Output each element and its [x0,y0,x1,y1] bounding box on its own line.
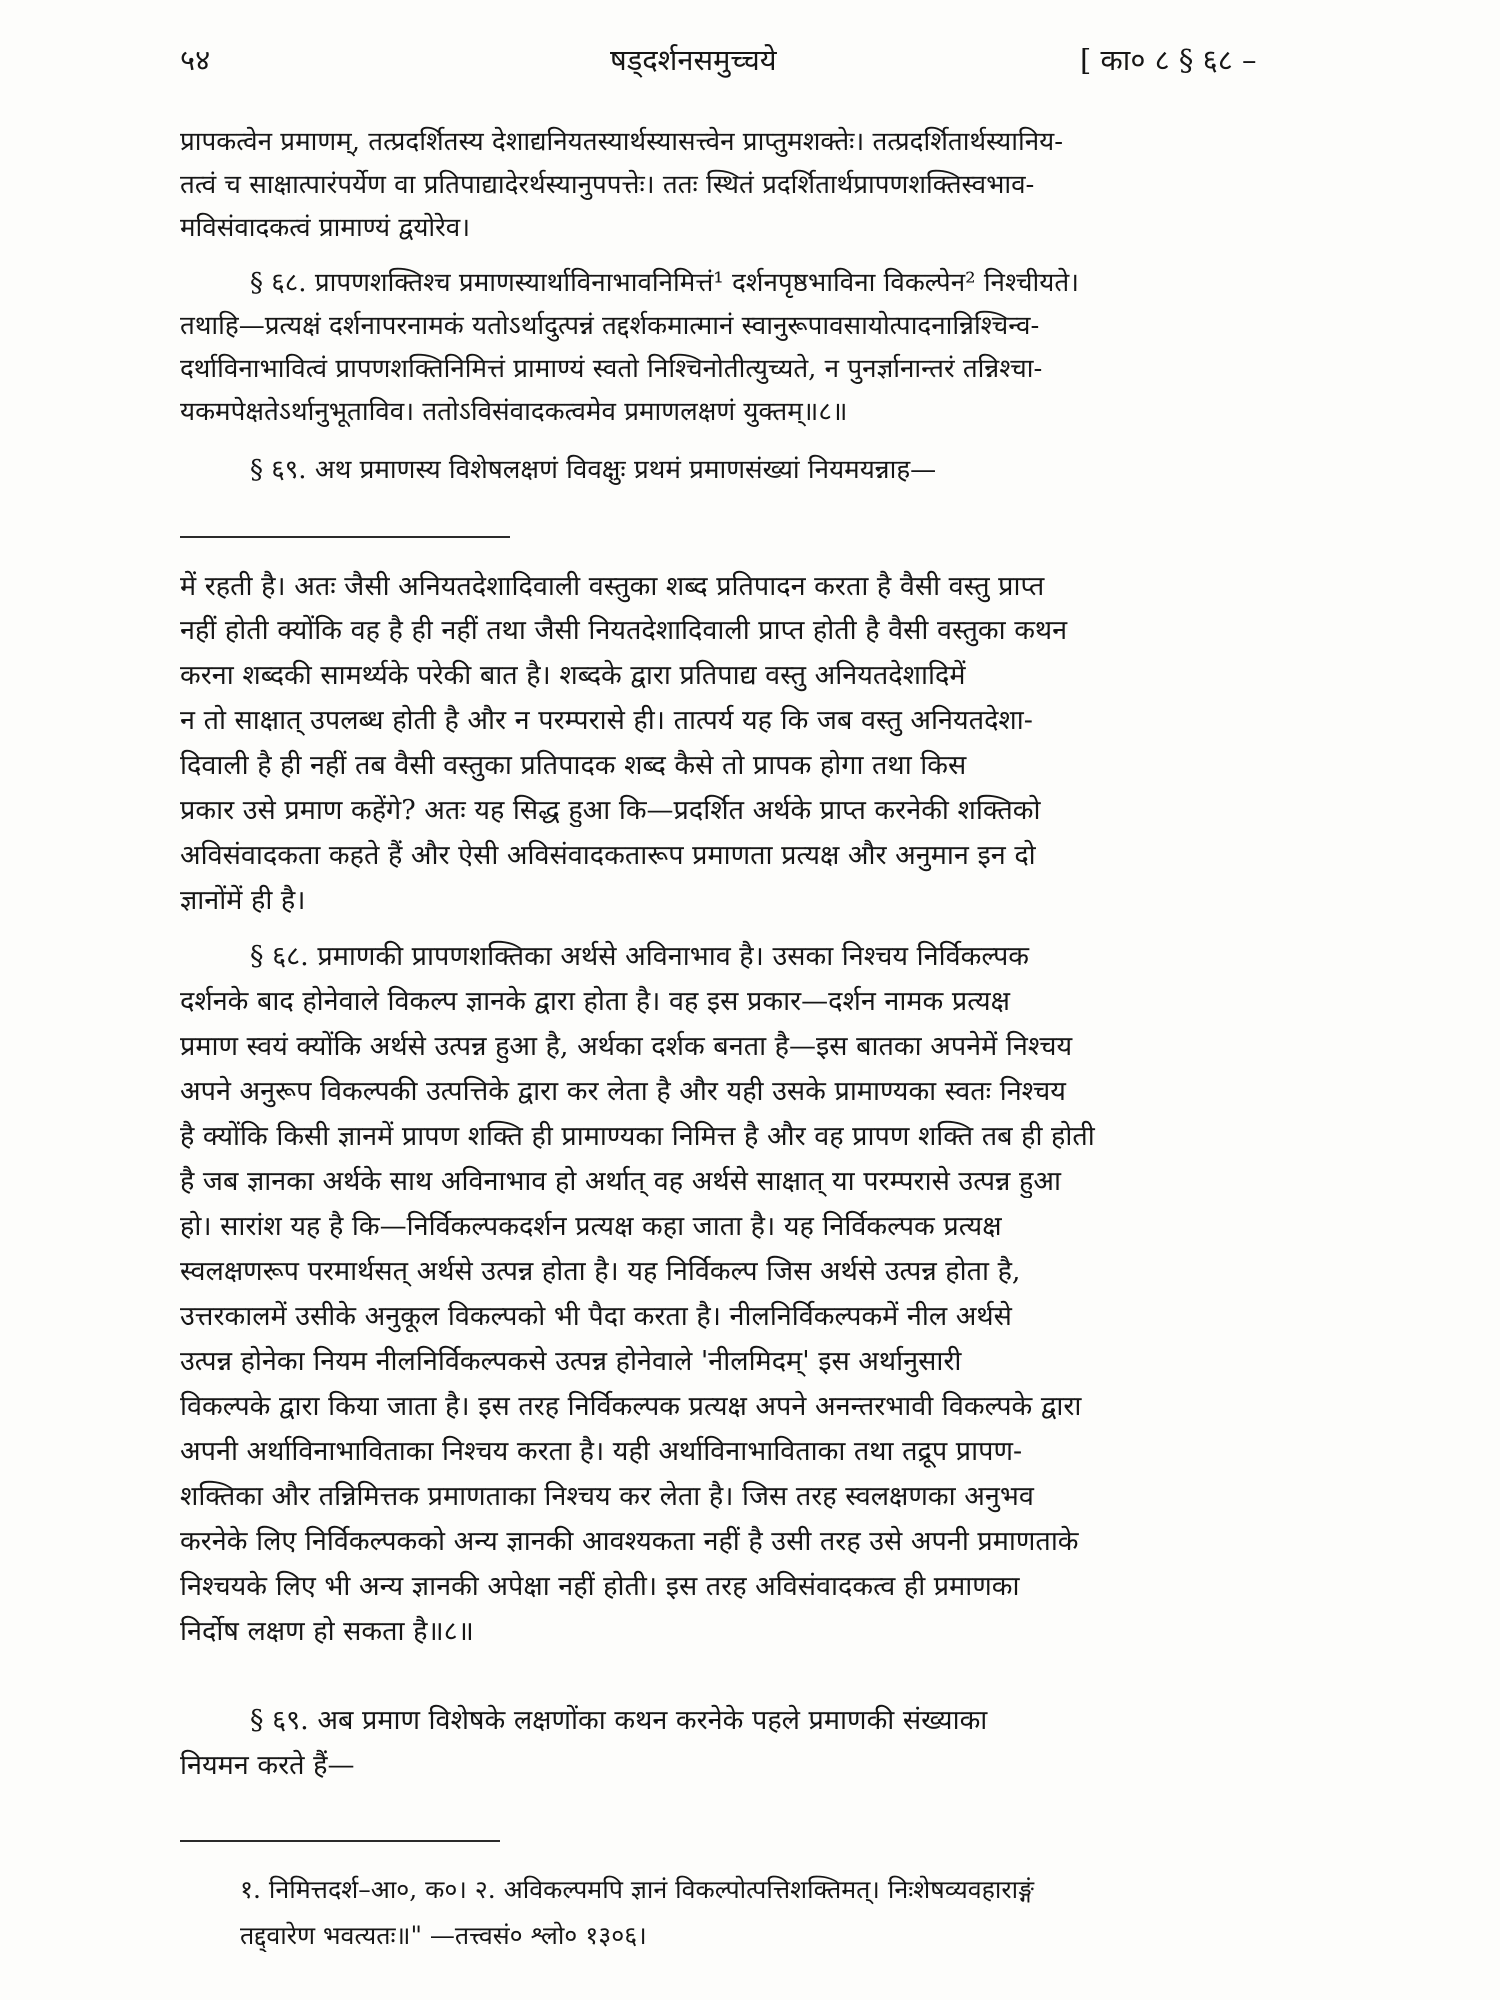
hindi-line: नहीं होती क्योंकि वह है ही नहीं तथा जैसी नियतदेशादिवाली प्राप्त होती है वैसी वस्तुका कथन [180,615,1068,646]
hindi-line: दर्शनके बाद होनेवाले विकल्प ज्ञानके द्वारा होता है। वह इस प्रकार—दर्शन नामक प्रत्यक्ष [180,986,1011,1017]
hindi-line: अपने अनुरूप विकल्पकी उत्पत्तिके द्वारा कर लेता है और यही उसके प्रामाण्यका स्वतः निश्चय [180,1076,1066,1107]
hindi-line: स्वलक्षणरूप परमार्थसत् अर्थसे उत्पन्न होता है। यह निर्विकल्प जिस अर्थसे उत्पन्न होता है, [180,1256,1021,1287]
hindi-line: उत्तरकालमें उसीके अनुकूल विकल्पको भी पैदा करता है। नीलनिर्विकल्पकमें नील अर्थसे [180,1301,1012,1332]
sanskrit-line: § ६८. प्रापणशक्तिश्च प्रमाणस्यार्थाविनाभावनिमित्तं¹ दर्शनपृष्ठभाविना विकल्पेन² निश्चीयते। [250,268,1080,298]
hindi-line: है जब ज्ञानका अर्थके साथ अविनाभाव हो अर्थात् वह अर्थसे साक्षात् या परम्परासे उत्पन्न हुआ [180,1166,1061,1197]
hindi-line: ज्ञानोंमें ही है। [180,885,306,916]
hindi-line: नियमन करते हैं— [180,1750,355,1781]
sanskrit-line: प्रापकत्वेन प्रमाणम्, तत्प्रदर्शितस्य देशाद्यनियतस्यार्थस्यासत्त्वेन प्राप्तुमशक्तेः। तत्प्रदर्शितार्थस्यानिय- [180,127,1064,157]
hindi-line: करनेके लिए निर्विकल्पकको अन्य ज्ञानकी आवश्यकता नहीं है उसी तरह उसे अपनी प्रमाणताके [180,1526,1079,1557]
separator-rule [180,536,510,538]
page-number: ५४ [180,43,211,77]
hindi-line: § ६८. प्रमाणकी प्रापणशक्तिका अर्थसे अविनाभाव है। उसका निश्चय निर्विकल्पक [250,941,1030,972]
hindi-line: न तो साक्षात् उपलब्ध होती है और न परम्परासे ही। तात्पर्य यह कि जब वस्तु अनियतदेशा- [180,705,1033,736]
footnote-line: १. निमित्तदर्श–आ०, क०। २. अविकल्पमपि ज्ञानं विकल्पोत्पत्तिशक्तिमत्। निःशेषव्यवहाराङ्गं [240,1875,1034,1904]
sanskrit-line: यकमपेक्षतेऽर्थानुभूताविव। ततोऽविसंवादकत्वमेव प्रमाणलक्षणं युक्तम्॥८॥ [180,397,848,427]
section-reference: [ का० ८ § ६८ – [1080,43,1257,77]
hindi-line: दिवाली है ही नहीं तब वैसी वस्तुका प्रतिपादक शब्द कैसे तो प्रापक होगा तथा किस [180,750,967,781]
hindi-line: करना शब्दकी सामर्थ्यके परेकी बात है। शब्दके द्वारा प्रतिपाद्य वस्तु अनियतदेशादिमें [180,660,966,691]
sanskrit-line: तत्वं च साक्षात्पारंपर्येण वा प्रतिपाद्यादेरर्थस्यानुपपत्तेः। ततः स्थितं प्रदर्शितार्थप्रापणशक्तिस्वभाव- [180,170,1035,200]
footnote-rule [180,1840,500,1842]
hindi-line: प्रकार उसे प्रमाण कहेंगे? अतः यह सिद्ध हुआ कि—प्रदर्शित अर्थके प्राप्त करनेकी शक्तिको [180,795,1041,826]
sanskrit-line: दर्थाविनाभावित्वं प्रापणशक्तिनिमित्तं प्रामाण्यं स्वतो निश्चिनोतीत्युच्यते, न पुनर्ज्ञानान्तरं तन्निश्चा- [180,354,1043,384]
hindi-line: § ६९. अब प्रमाण विशेषके लक्षणोंका कथन करनेके पहले प्रमाणकी संख्याका [250,1705,988,1736]
hindi-line: विकल्पके द्वारा किया जाता है। इस तरह निर्विकल्पक प्रत्यक्ष अपने अनन्तरभावी विकल्पके द्वारा [180,1391,1082,1422]
hindi-line: में रहती है। अतः जैसी अनियतदेशादिवाली वस्तुका शब्द प्रतिपादन करता है वैसी वस्तु प्राप्त [180,571,1045,602]
hindi-line: अपनी अर्थाविनाभाविताका निश्चय करता है। यही अर्थाविनाभाविताका तथा तद्रूप प्रापण- [180,1436,1023,1467]
hindi-line: हो। सारांश यह है कि—निर्विकल्पकदर्शन प्रत्यक्ष कहा जाता है। यह निर्विकल्पक प्रत्यक्ष [180,1211,1002,1242]
hindi-line: प्रमाण स्वयं क्योंकि अर्थसे उत्पन्न हुआ है, अर्थका दर्शक बनता है—इस बातका अपनेमें निश्चय [180,1031,1073,1062]
sanskrit-line: मविसंवादकत्वं प्रामाण्यं द्वयोरेव। [180,213,471,243]
sanskrit-line: § ६९. अथ प्रमाणस्य विशेषलक्षणं विवक्षुः प्रथमं प्रमाणसंख्यां नियमयन्नाह— [250,455,937,485]
hindi-line: अविसंवादकता कहते हैं और ऐसी अविसंवादकतारूप प्रमाणता प्रत्यक्ष और अनुमान इन दो [180,840,1036,871]
running-title: षड्दर्शनसमुच्चये [610,43,777,77]
hindi-line: शक्तिका और तन्निमित्तक प्रमाणताका निश्चय कर लेता है। जिस तरह स्वलक्षणका अनुभव [180,1481,1034,1512]
hindi-line: है क्योंकि किसी ज्ञानमें प्रापण शक्ति ही प्रामाण्यका निमित्त है और वह प्रापण शक्ति तब ही होती [180,1121,1095,1152]
hindi-line: निश्चयके लिए भी अन्य ज्ञानकी अपेक्षा नहीं होती। इस तरह अविसंवादकत्व ही प्रमाणका [180,1571,1020,1602]
hindi-line: निर्दोष लक्षण हो सकता है॥८॥ [180,1616,474,1647]
sanskrit-line: तथाहि—प्रत्यक्षं दर्शनापरनामकं यतोऽर्थादुत्पन्नं तद्दर्शकमात्मानं स्वानुरूपावसायोत्पादनान्निश्चिन्व- [180,311,1040,341]
hindi-line: उत्पन्न होनेका नियम नीलनिर्विकल्पकसे उत्पन्न होनेवाले 'नीलमिदम्' इस अर्थानुसारी [180,1346,962,1377]
footnote-line: तद्द्वारेण भवत्यतः॥" —तत्त्वसं० श्लो० १३०६। [240,1921,647,1950]
